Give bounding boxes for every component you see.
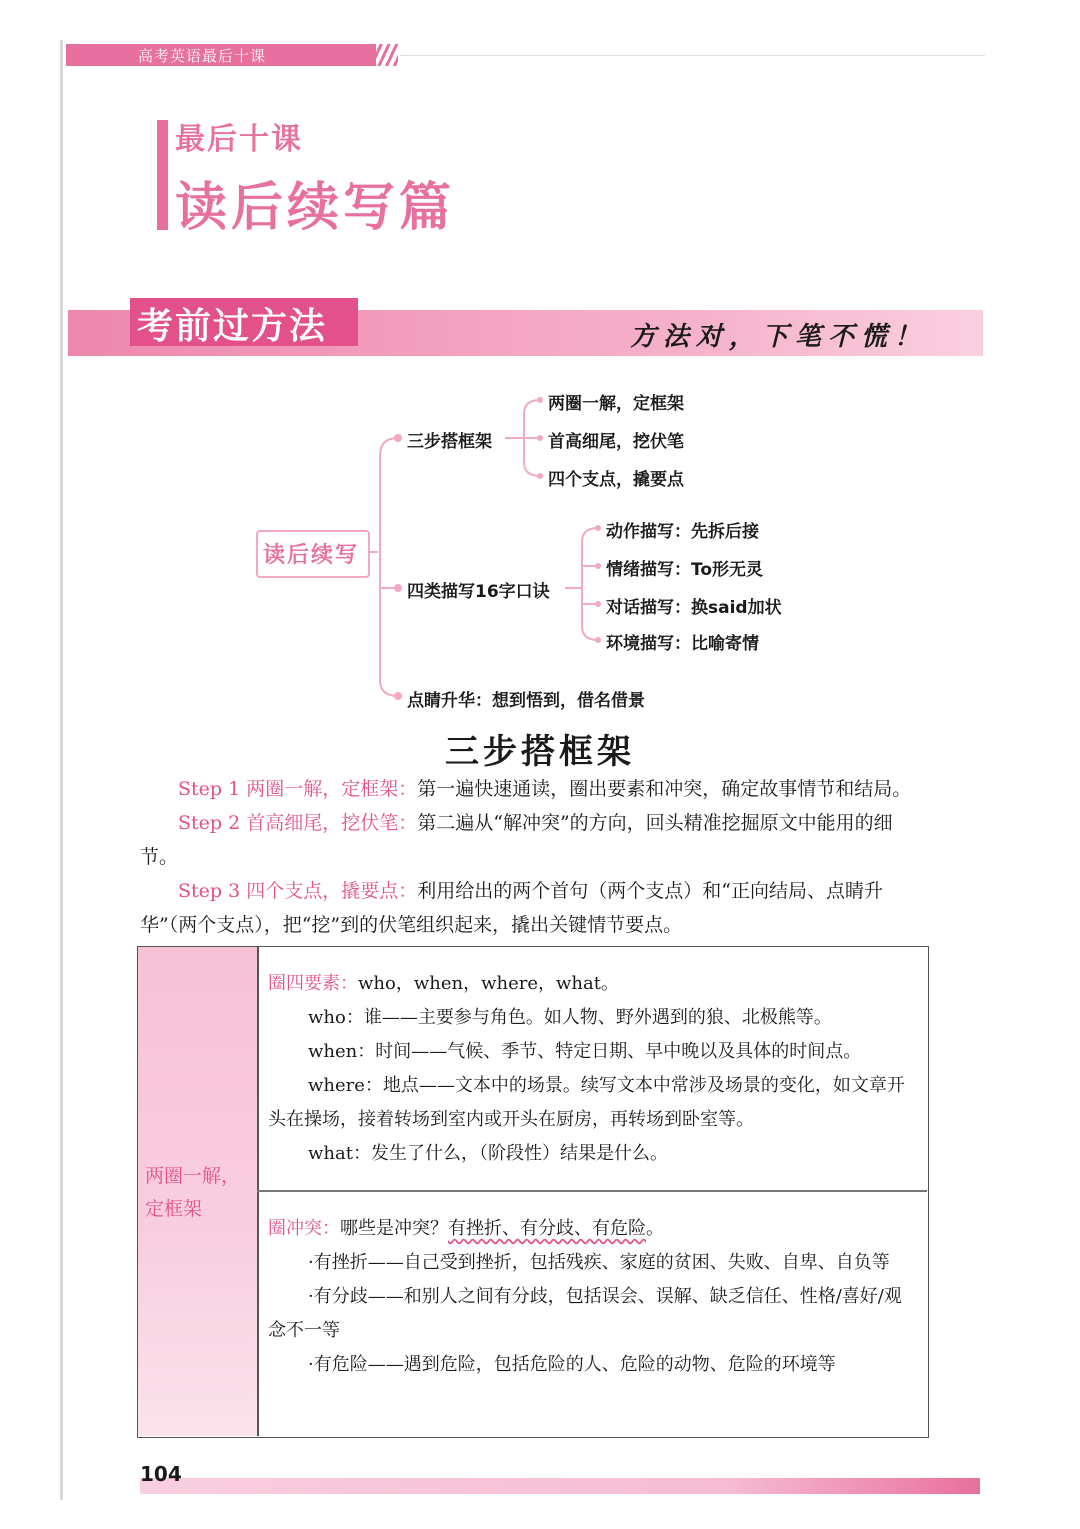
- cell-heading-text: 哪些是冲突？: [340, 1218, 448, 1239]
- section-band-label: 考前过方法: [137, 306, 328, 347]
- cell-line: ·有危险——遇到危险，包括危险的人、危险的动物、危险的环境等: [308, 1354, 836, 1375]
- mindmap-branch-2: 四类描写16字口诀: [407, 582, 550, 602]
- step-3-paragraph: [140, 874, 930, 942]
- connector-trunk: [380, 438, 398, 696]
- cell-line: when：时间——气候、季节、特定日期、早中晚以及具体的时间点。: [308, 1041, 862, 1062]
- step-2-label: Step 2 首高细尾，挖伏笔：: [178, 812, 418, 834]
- cell-line: where：地点——文本中的场景。续写文本中常涉及场景的变化，如文章开头在操场，接着转场到室内或开头在厨房，再转场到卧室等。: [268, 1075, 905, 1130]
- cell-heading-label: 圈冲突：: [268, 1218, 340, 1239]
- cell-heading-label: 圈四要素：: [268, 973, 358, 994]
- header-title: 高考英语最后十课: [138, 47, 267, 65]
- mindmap-connectors: [0, 0, 1080, 760]
- mindmap-leaf: 四个支点，撬要点: [548, 470, 684, 490]
- cell-heading-end: 。: [646, 1218, 664, 1239]
- cell-line: ·有分歧——和别人之间有分歧，包括误会、误解、缺乏信任、性格/喜好/观念不一等: [268, 1286, 902, 1341]
- step-3-label: Step 3 四个支点，撬要点：: [178, 880, 418, 902]
- mindmap-leaf: 动作描写：先拆后接: [606, 522, 759, 542]
- node-dot: [537, 435, 543, 441]
- node-dot: [595, 637, 601, 643]
- cell-line: ·有挫折——自己受到挫折，包括残疾、家庭的贫困、失败、自卑、自负等: [308, 1252, 890, 1273]
- step-2-paragraph: [140, 806, 930, 874]
- node-dot: [595, 563, 601, 569]
- step-1-label: Step 1 两圈一解，定框架：: [178, 778, 418, 800]
- node-dot: [595, 601, 601, 607]
- table-cell-elements: [268, 967, 918, 1171]
- section-band-slogan: 方法对，下笔不慌！: [630, 322, 928, 352]
- title-main: 读后续写篇: [175, 178, 456, 238]
- cell-heading: [268, 967, 918, 1001]
- step-1-text: 第一遍快速通读，圈出要素和冲突，确定故事情节和结局。: [417, 778, 912, 800]
- table-left-label: 两圈一解，定框架: [145, 1165, 241, 1220]
- node-dot: [394, 584, 402, 592]
- connector-branch2-mid: [582, 566, 598, 604]
- cell-heading: [268, 1212, 918, 1246]
- mindmap-leaf: 两圈一解，定框架: [548, 394, 684, 414]
- mindmap-leaf: 首高细尾，挖伏笔: [548, 432, 684, 452]
- node-dot: [537, 397, 543, 403]
- node-dot: [394, 692, 402, 700]
- mindmap-branch-1: 三步搭框架: [407, 432, 492, 452]
- step-2-text: 第二遍从“解冲突”的方向，回头精准挖掘原文中能用的细节。: [140, 812, 893, 868]
- step-1-paragraph: [140, 772, 930, 806]
- mindmap-leaf: 情绪描写：To形无灵: [606, 560, 764, 580]
- page-number: 104: [140, 1462, 182, 1486]
- mindmap-branch-3: 点睛升华：想到悟到，借名借景: [407, 691, 645, 711]
- section-title: 三步搭框架: [445, 732, 635, 772]
- mindmap-root: 读后续写: [263, 543, 360, 568]
- cell-heading-emphasis: 有挫折、有分歧、有危险: [448, 1218, 646, 1239]
- cell-line: what：发生了什么，（阶段性）结果是什么。: [308, 1143, 668, 1164]
- cell-heading-text: who，when，where，what。: [358, 973, 619, 994]
- connector-branch2-bracket: [582, 528, 598, 640]
- step-3-text: 利用给出的两个首句（两个支点）和“正向结局、点睛升华”（两个支点），把“挖”到的伏笔组织起来，撬出关键情节要点。: [140, 880, 883, 936]
- mindmap-leaf: 对话描写：换said加状: [606, 598, 782, 618]
- title-subtitle: 最后十课: [175, 122, 303, 157]
- node-dot: [537, 473, 543, 479]
- footer-bar: [140, 1478, 980, 1494]
- table-cell-conflicts: [268, 1212, 918, 1382]
- cell-line: who：谁——主要参与角色。如人物、野外遇到的狼、北极熊等。: [308, 1007, 832, 1028]
- mindmap-leaf: 环境描写：比喻寄情: [606, 634, 759, 654]
- node-dot: [394, 434, 402, 442]
- table-divider-horizontal: [257, 1190, 927, 1192]
- node-dot: [595, 525, 601, 531]
